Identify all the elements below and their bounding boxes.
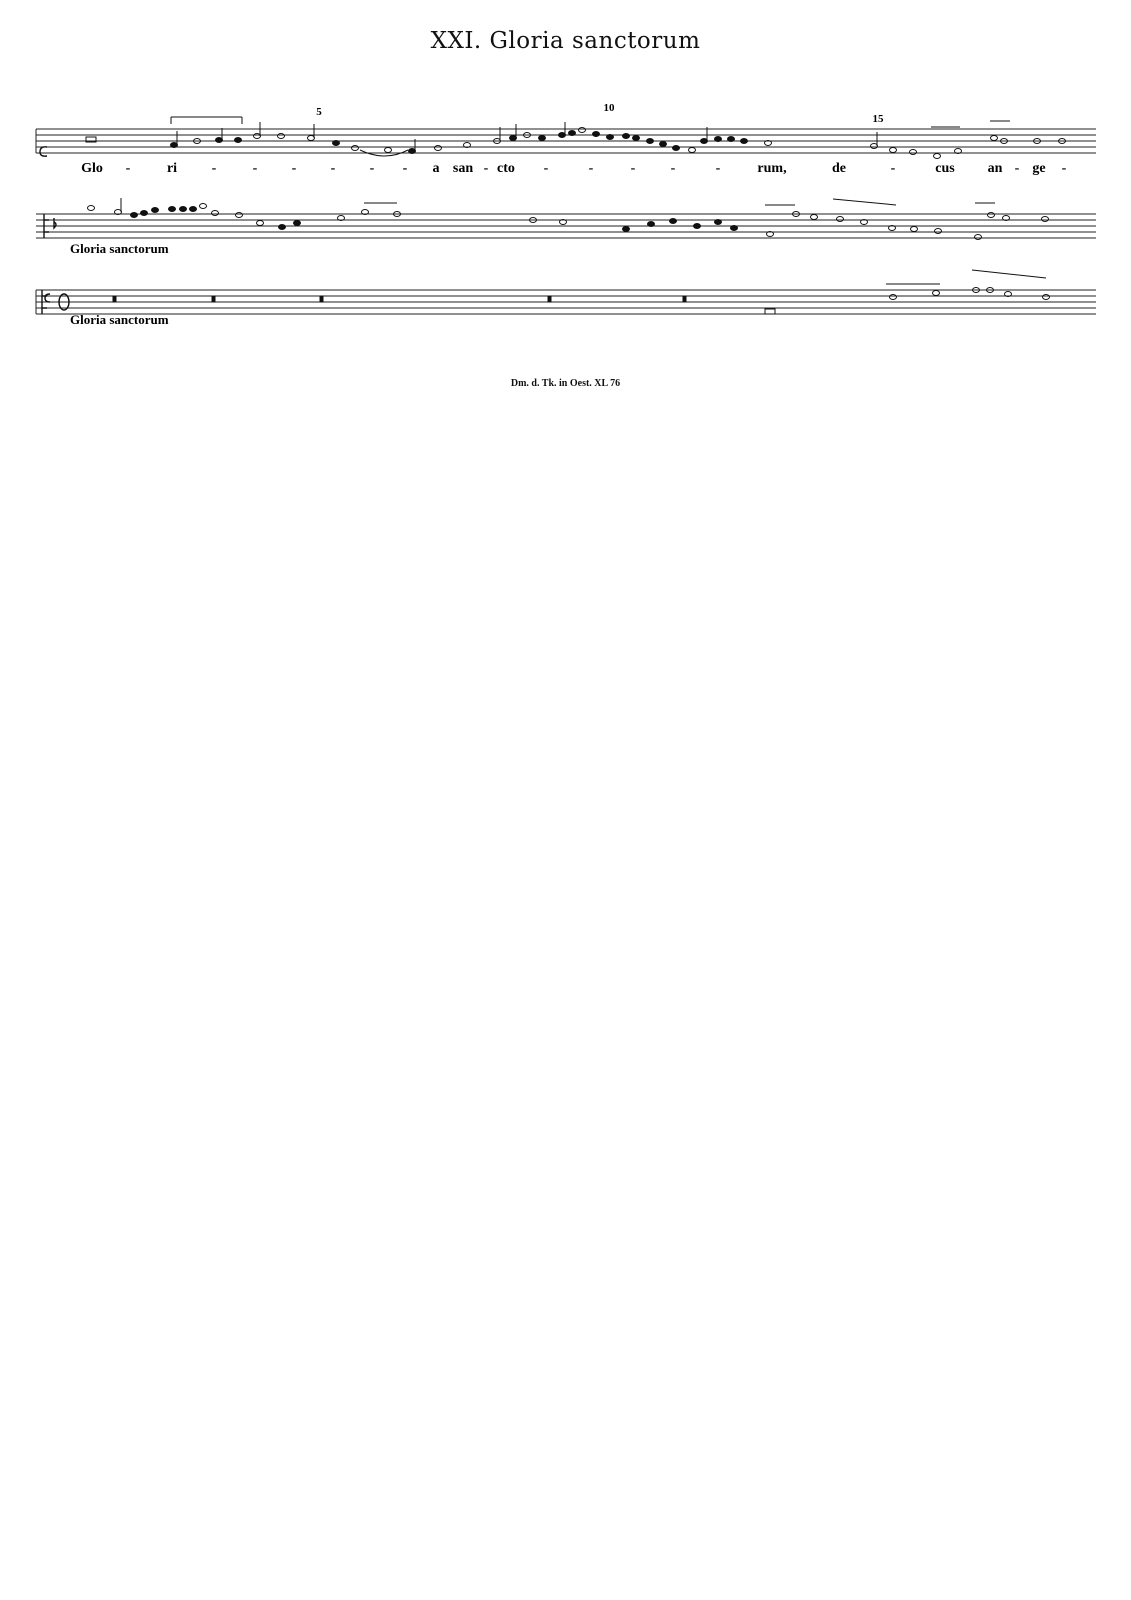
lyric-syllable: - xyxy=(1014,161,1020,176)
lyric-syllable: an xyxy=(987,161,1003,176)
voice-2-incipit: Gloria sanctorum xyxy=(70,241,169,256)
staff-1-notes xyxy=(86,117,1066,159)
staff-3-notes xyxy=(113,270,1050,314)
lyric-syllable: - xyxy=(483,161,489,176)
lyric-syllable: - xyxy=(211,161,217,176)
lyrics-voice-1 xyxy=(81,161,1067,176)
lyric-syllable: cto xyxy=(497,161,515,176)
lyric-syllable: ge xyxy=(1032,161,1046,176)
lyric-syllable: - xyxy=(1061,161,1067,176)
lyric-syllable: - xyxy=(402,161,408,176)
lyric-syllable: - xyxy=(588,161,594,176)
lyric-syllable: ri xyxy=(166,161,178,176)
lyric-syllable: - xyxy=(715,161,721,176)
staff-2 xyxy=(36,214,1096,238)
source-footnote: Dm. d. Tk. in Oest. XL 76 xyxy=(510,378,621,389)
lyric-syllable: - xyxy=(369,161,375,176)
lyric-syllable: - xyxy=(543,161,549,176)
staff-3 xyxy=(36,290,1096,314)
measure-number-15: 15 xyxy=(872,113,884,125)
lyric-syllable: - xyxy=(890,161,896,176)
lyric-syllable: de xyxy=(832,161,846,176)
clef-staff-1 xyxy=(40,147,47,156)
lyric-syllable: san xyxy=(452,161,474,176)
lyric-syllable: Glo xyxy=(81,161,103,176)
lyric-syllable: - xyxy=(252,161,258,176)
lyric-syllable: - xyxy=(125,161,131,176)
lyric-syllable: - xyxy=(630,161,636,176)
staff-1 xyxy=(36,129,1096,153)
music-score xyxy=(0,0,1131,340)
measure-number-5: 5 xyxy=(316,106,322,118)
page-title: XXI. Gloria sanctorum xyxy=(430,28,701,54)
staff-2-notes xyxy=(88,198,1049,240)
lyric-syllable: - xyxy=(330,161,336,176)
lyric-syllable: - xyxy=(291,161,297,176)
measure-number-10: 10 xyxy=(603,102,615,114)
lyric-syllable: rum, xyxy=(757,161,787,176)
lyric-syllable: cus xyxy=(935,161,955,176)
lyric-syllable: a xyxy=(432,161,440,176)
lyric-syllable: - xyxy=(670,161,676,176)
voice-3-incipit: Gloria sanctorum xyxy=(70,312,169,327)
